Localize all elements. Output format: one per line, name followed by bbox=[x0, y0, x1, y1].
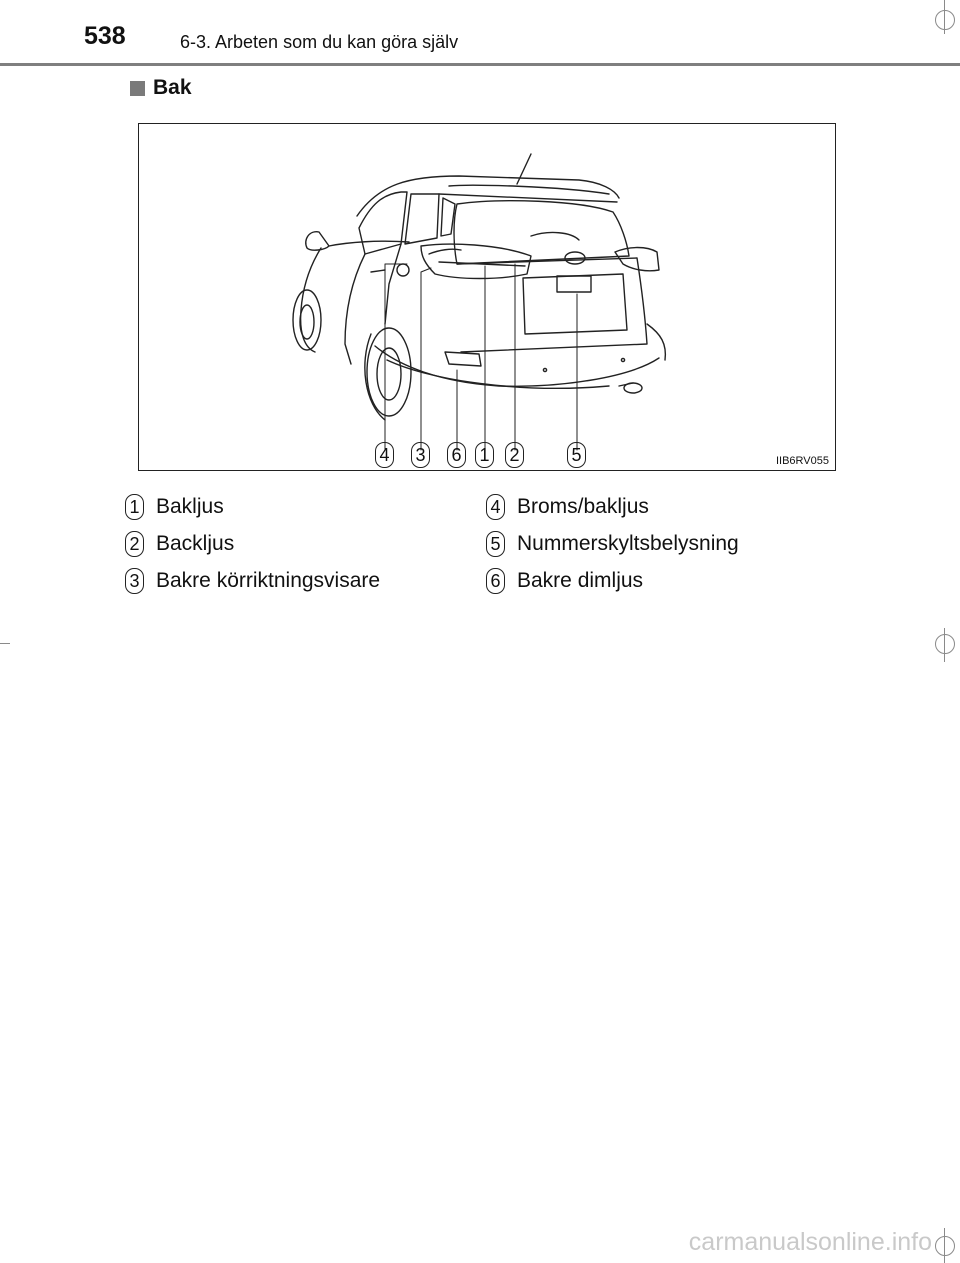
callout-1 bbox=[475, 442, 506, 468]
crop-circle-mid-right bbox=[935, 634, 955, 654]
crop-circle-bottom-right bbox=[935, 1236, 955, 1256]
legend-number: 1 bbox=[125, 494, 144, 520]
legend-label: Nummerskyltsbelysning bbox=[517, 532, 739, 555]
legend-label: Backljus bbox=[156, 532, 235, 555]
callout-4 bbox=[375, 442, 406, 468]
header-rule bbox=[0, 63, 960, 66]
legend-item-6 bbox=[486, 568, 643, 594]
legend-item-3 bbox=[125, 568, 380, 594]
callout-3-number: 3 bbox=[411, 442, 430, 468]
subheading-text: Bak bbox=[153, 76, 192, 99]
callout-6 bbox=[447, 442, 478, 468]
rear-lights-figure bbox=[138, 123, 836, 471]
crop-mark-mid-left bbox=[0, 643, 10, 644]
crop-circle-top-right bbox=[935, 10, 955, 30]
legend-number: 6 bbox=[486, 568, 505, 594]
callout-1-number: 1 bbox=[475, 442, 494, 468]
legend-item-5 bbox=[486, 531, 739, 557]
legend-number: 4 bbox=[486, 494, 505, 520]
legend-number: 3 bbox=[125, 568, 144, 594]
callout-5-number: 5 bbox=[567, 442, 586, 468]
subheading bbox=[130, 76, 192, 100]
callout-6-number: 6 bbox=[447, 442, 466, 468]
callout-2 bbox=[505, 442, 536, 468]
callout-3 bbox=[411, 442, 442, 468]
callout-2-number: 2 bbox=[505, 442, 524, 468]
legend-number: 2 bbox=[125, 531, 144, 557]
legend-label: Bakre körriktningsvisare bbox=[156, 569, 381, 592]
callout-5 bbox=[567, 442, 598, 468]
legend-item-4 bbox=[486, 494, 649, 520]
page-number: 538 bbox=[84, 22, 126, 50]
square-bullet-icon bbox=[130, 81, 145, 96]
legend-label: Bakljus bbox=[156, 495, 224, 518]
figure-code: IIB6RV055 bbox=[775, 455, 829, 467]
legend-label: Bakre dimljus bbox=[517, 569, 644, 592]
section-title: 6-3. Arbeten som du kan göra själv bbox=[180, 32, 459, 52]
car-rear-illustration bbox=[139, 124, 835, 470]
legend-item-2 bbox=[125, 531, 234, 557]
legend-label: Broms/bakljus bbox=[517, 495, 649, 518]
callout-4-number: 4 bbox=[375, 442, 394, 468]
legend-number: 5 bbox=[486, 531, 505, 557]
legend-item-1 bbox=[125, 494, 224, 520]
watermark[interactable]: carmanualsonline.info bbox=[688, 1228, 932, 1256]
